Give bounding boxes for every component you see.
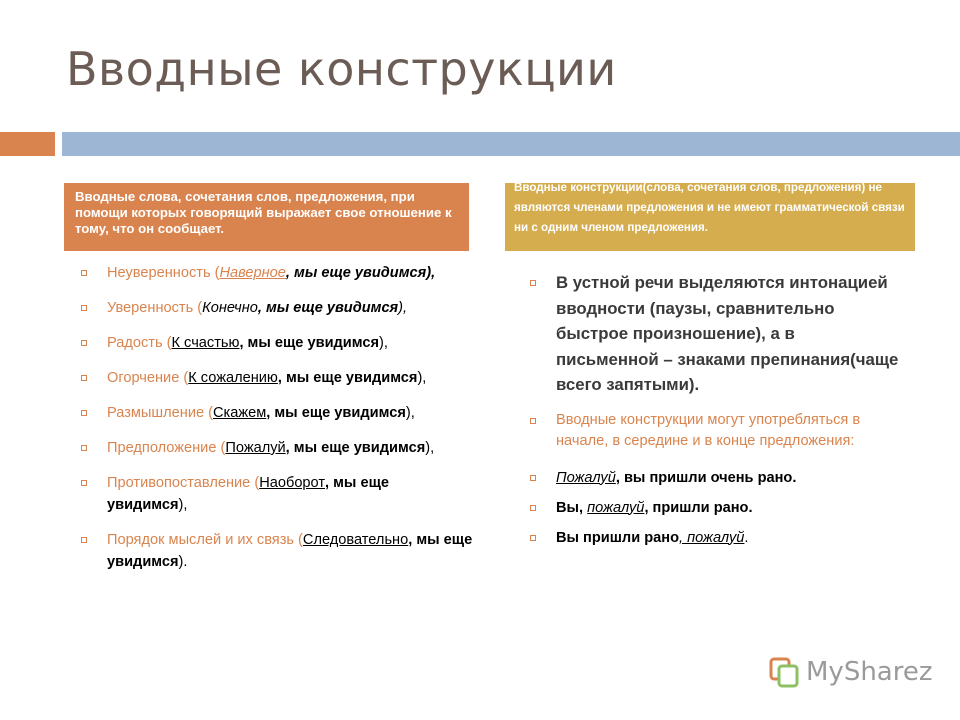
square-bullet-icon — [81, 340, 87, 346]
square-bullet-icon — [530, 475, 536, 481]
accent-bar-orange — [0, 132, 55, 156]
example-item: Вы пришли рано, пожалуй. — [522, 527, 902, 549]
list-item: Размышление (Скажем, мы еще увидимся), — [73, 402, 473, 424]
list-item: Огорчение (К сожалению, мы еще увидимся), — [73, 367, 473, 389]
slide-title: Вводные конструкции — [66, 42, 617, 96]
square-bullet-icon — [81, 445, 87, 451]
list-item: Неуверенность (Наверное, мы еще увидимся), — [73, 262, 473, 284]
square-bullet-icon — [81, 270, 87, 276]
logo-text: MySharez — [806, 657, 933, 687]
list-item: В устной речи выделяются интонацией вводности (паузы, сравнительно быстрое произношение), а в письменной – знаками препинания(чаще всего запятыми). — [522, 270, 902, 398]
list-item: Порядок мыслей и их связь (Следовательно, мы еще увидимся). — [73, 529, 473, 573]
square-bullet-icon — [81, 305, 87, 311]
list-item: Радость (К счастью, мы еще увидимся), — [73, 332, 473, 354]
square-bullet-icon — [530, 535, 536, 541]
example-item: Пожалуй, вы пришли очень рано. — [522, 467, 902, 489]
square-bullet-icon — [530, 505, 536, 511]
list-item: Уверенность (Конечно, мы еще увидимся), — [73, 297, 473, 319]
meaning-list — [73, 262, 473, 586]
accent-bar-blue — [62, 132, 960, 156]
square-bullet-icon — [81, 410, 87, 416]
list-item: Вводные конструкции могут употребляться в начале, в середине и в конце предложения: — [522, 410, 902, 453]
note-box — [505, 183, 915, 251]
definition-box — [64, 183, 469, 251]
square-bullet-icon — [530, 418, 536, 424]
definition-text: Вводные слова, сочетания слов, предложения, при помощи которых говорящий выражает свое отношение к тому, что он сообщает. — [75, 189, 452, 236]
list-item: Противопоставление (Наоборот, мы еще увидимся), — [73, 472, 473, 516]
note-text: Вводные конструкции(слова, сочетания слов, предложения) не являются членами предложения и не имеют грамматической связи ни с одним членом предложения. — [514, 183, 905, 234]
mysharez-logo — [768, 654, 933, 690]
square-bullet-icon — [81, 375, 87, 381]
usage-list — [522, 270, 902, 557]
list-item: Предположение (Пожалуй, мы еще увидимся), — [73, 437, 473, 459]
square-bullet-icon — [530, 280, 536, 286]
logo-icon — [768, 656, 800, 688]
square-bullet-icon — [81, 480, 87, 486]
example-item: Вы, пожалуй, пришли рано. — [522, 497, 902, 519]
square-bullet-icon — [81, 537, 87, 543]
